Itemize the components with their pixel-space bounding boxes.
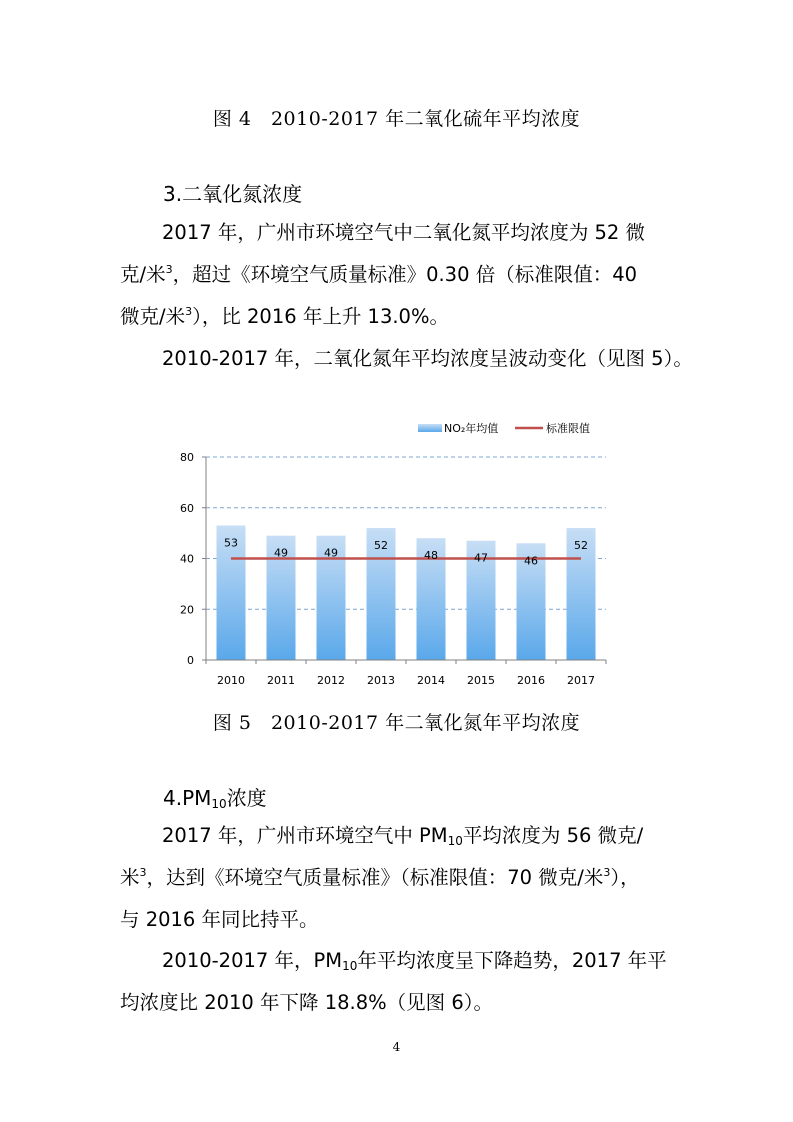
section-4-paragraph-1 — [120, 815, 676, 941]
y-tick-label: 40 — [180, 552, 194, 566]
paragraph-line: 米$^3$，达到《环境空气质量标准》（标准限值：70 微克/米$^3$）， — [120, 866, 640, 889]
figure-4-caption: 图 4 2010-2017 年二氧化硫年平均浓度 — [212, 108, 581, 130]
paragraph-line: 与 2016 年同比持平。 — [120, 908, 319, 931]
legend-label-bar: NO₂年均值 — [444, 422, 499, 435]
data-label: 53 — [224, 536, 238, 550]
section-3-paragraph-1 — [120, 212, 676, 338]
data-label: 49 — [324, 546, 338, 560]
y-tick-label: 60 — [180, 501, 194, 515]
paragraph-line: 2010-2017 年，二氧化氮年平均浓度呈波动变化（见图 5）。 — [162, 347, 693, 370]
paragraph-line: 微克/米$^3$），比 2016 年上升 13.0%。 — [120, 305, 449, 328]
x-tick-label: 2010 — [217, 674, 245, 687]
figure-5-caption: 图 5 2010-2017 年二氧化氮年平均浓度 — [212, 712, 581, 734]
section-4-paragraph-2 — [120, 940, 676, 1024]
paragraph-line: 2017 年，广州市环境空气中 $PM_{10}$平均浓度为 56 微克/ — [162, 824, 644, 848]
no2-bar-chart — [0, 405, 793, 705]
paragraph-line: 2017 年，广州市环境空气中二氧化氮平均浓度为 52 微 — [162, 221, 646, 244]
x-tick-label: 2011 — [267, 674, 295, 687]
x-tick-label: 2014 — [417, 674, 445, 687]
y-tick-label: 0 — [187, 654, 194, 667]
data-label: 46 — [524, 554, 538, 568]
page-number: 4 — [392, 1040, 401, 1054]
x-tick-label: 2016 — [517, 674, 545, 687]
y-tick-label: 80 — [180, 451, 194, 464]
section-3-paragraph-2 — [120, 338, 693, 380]
y-tick-label: 20 — [180, 603, 194, 617]
paragraph-line: 2010-2017 年，$PM_{10}$年平均浓度呈下降趋势，2017 年平 — [162, 949, 667, 973]
data-label: 48 — [424, 549, 438, 563]
section-4-heading: $4.PM_{10}$浓度 — [163, 786, 267, 811]
legend-label-line: 标准限值 — [546, 422, 590, 435]
x-tick-label: 2013 — [367, 674, 395, 687]
paragraph-line: 均浓度比 2010 年下降 18.8%（见图 6）。 — [120, 991, 494, 1014]
data-label: 49 — [274, 546, 288, 560]
paragraph-line: 克/米$^3$，超过《环境空气质量标准》0.30 倍（标准限值：40 — [120, 263, 638, 286]
data-label: 52 — [374, 539, 388, 553]
section-3-heading: 3.二氧化氮浓度 — [163, 182, 303, 206]
x-tick-label: 2015 — [467, 674, 495, 687]
legend-swatch-bar — [418, 424, 442, 432]
data-label: 52 — [574, 539, 588, 553]
x-tick-label: 2017 — [567, 674, 595, 687]
x-tick-label: 2012 — [317, 674, 345, 687]
data-label: 47 — [474, 551, 488, 565]
